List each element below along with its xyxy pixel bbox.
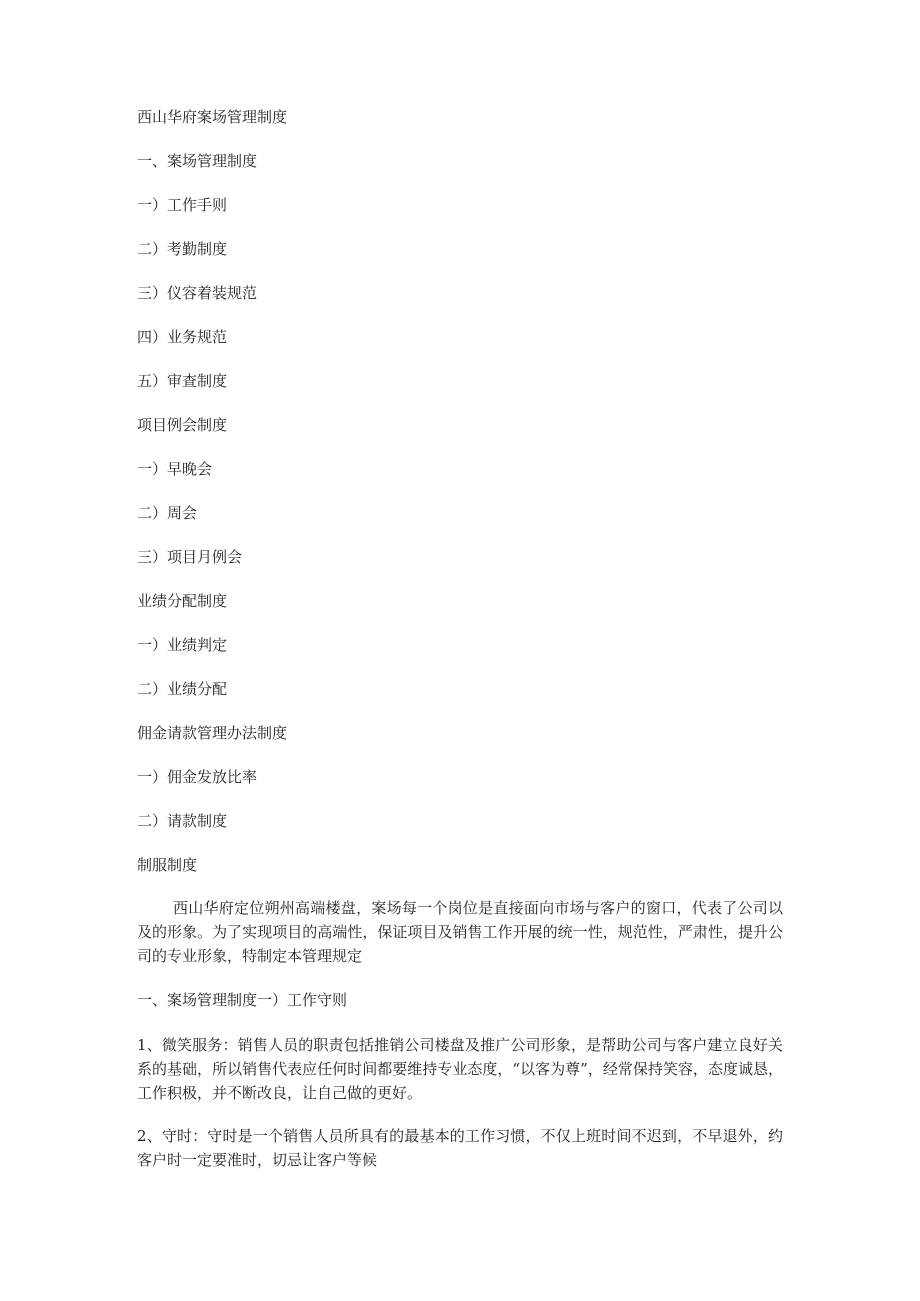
outline-item: 二）业绩分配 — [137, 680, 228, 698]
outline-item: 项目例会制度 — [137, 416, 228, 434]
outline-item: 一）早晚会 — [137, 460, 213, 478]
outline-item: 二）考勤制度 — [137, 240, 228, 258]
outline-item: 业绩分配制度 — [137, 592, 228, 610]
outline-item: 一、案场管理制度 — [137, 152, 258, 170]
outline-item: 四）业务规范 — [137, 328, 228, 346]
outline-item: 一）业绩判定 — [137, 636, 228, 654]
document-body — [137, 104, 787, 1191]
outline-item: 佣金请款管理办法制度 — [137, 724, 288, 742]
outline-item: 制服制度 — [137, 856, 198, 874]
outline-item: 五）审查制度 — [137, 372, 228, 390]
rule-paragraph: 2、守时：守时是一个销售人员所具有的最基本的工作习惯，不仅上班时间不迟到，不早退外，约客户时一定要准时，切忌让客户等候 — [137, 1127, 783, 1169]
outline-item: 二）周会 — [137, 504, 198, 522]
outline-item: 二）请款制度 — [137, 812, 228, 830]
outline-item: 一）工作手则 — [137, 196, 228, 214]
intro-paragraph: 西山华府定位朔州高端楼盘，案场每一个岗位是直接面向市场与客户的窗口，代表了公司以及的形象。为了实现项目的高端性，保证项目及销售工作开展的统一性，规范性，严肃性，提升公司的专业形象，特制定本管理规定 — [137, 899, 783, 965]
outline-item: 三）项目月例会 — [137, 548, 243, 566]
document-title: 西山华府案场管理制度 — [137, 108, 288, 126]
outline-item: 三）仪容着装规范 — [137, 284, 258, 302]
outline-item: 一）佣金发放比率 — [137, 768, 258, 786]
section-heading: 一、案场管理制度一）工作守则 — [137, 991, 348, 1009]
rule-paragraph: 1、微笑服务：销售人员的职责包括推销公司楼盘及推广公司形象，是帮助公司与客户建立良好关系的基础，所以销售代表应任何时间都要维持专业态度，“以客为尊”，经常保持笑容，态度诚恳，工作积极，并不断改良，让自己做的更好。 — [137, 1036, 783, 1102]
